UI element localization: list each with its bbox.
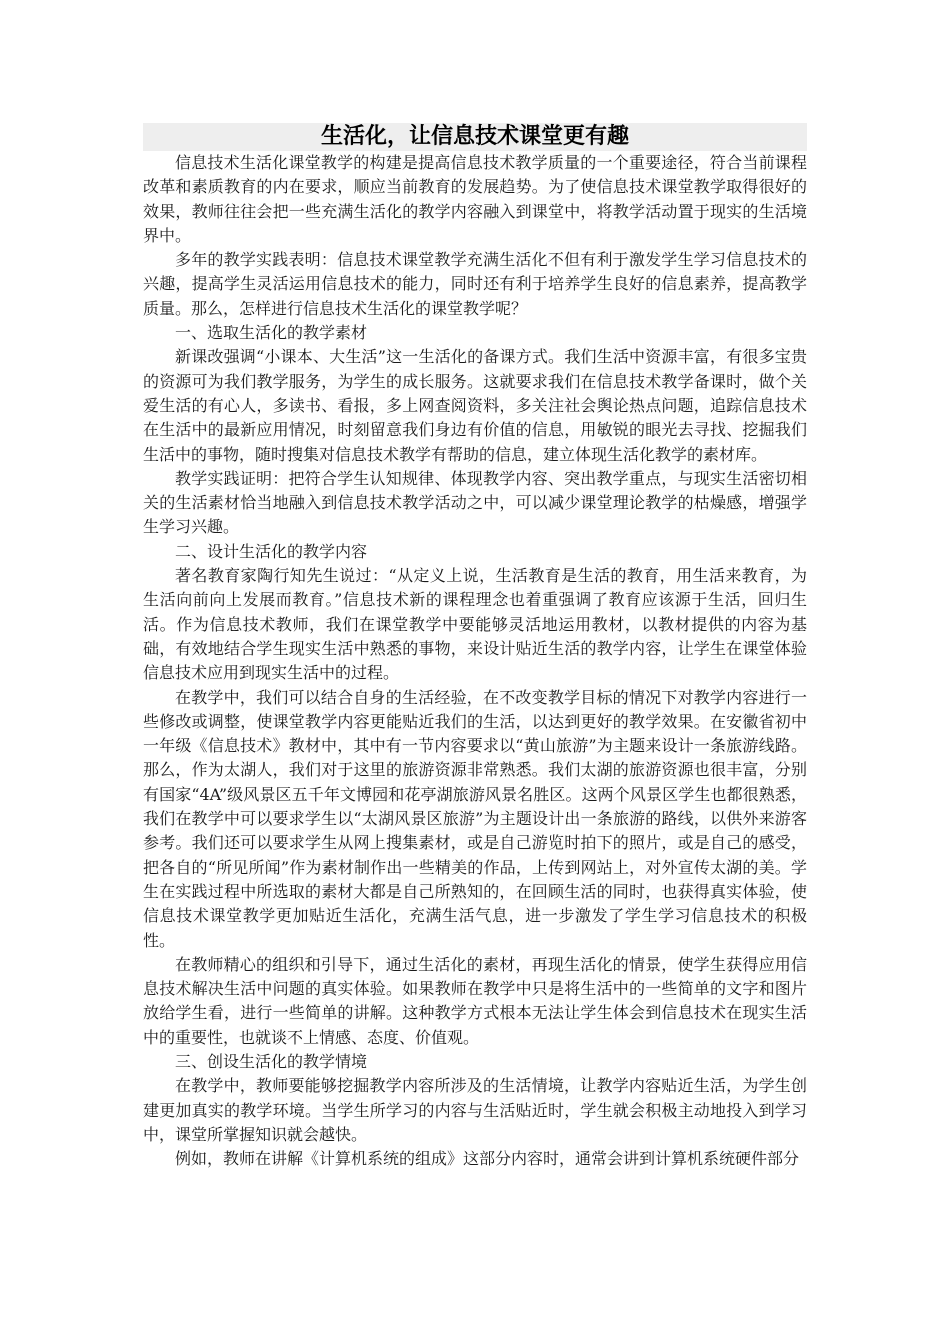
paragraph-section3-1: 在教学中，教师要能够挖掘教学内容所涉及的生活情境，让教学内容贴近生活，为学生创建更加真实的教学环境。当学生所学习的内容与生活贴近时，学生就会积极主动地投入到学习中，课堂所掌握知识就会越快。	[143, 1076, 807, 1144]
section-heading-2: 二、设计生活化的教学内容	[175, 541, 368, 561]
paragraph-section2-2: 在教学中，我们可以结合自身的生活经验，在不改变教学目标的情况下对教学内容进行一些修改或调整，使课堂教学内容更能贴近我们的生活，以达到更好的教学效果。在安徽省初中一年级《信息技术》教材中，其中有一节内容要求以“黄山旅游”为主题来设计一条旅游线路。那么，作为太湖人，我们对于这里的旅游资源非常熟悉。我们太湖的旅游资源也很丰富，分别有国家“4A”级风景区五千年文博园和花亭湖旅游风景名胜区。这两个风景区学生也都很熟悉，我们在教学中可以要求学生以“太湖风景区旅游”为主题设计出一条旅游的路线，以供外来游客参考。我们还可以要求学生从网上搜集素材，或是自己游览时拍下的照片，或是自己的感受，把各自的“所见所闻”作为素材制作出一些精美的作品，上传到网站上，对外宣传太湖的美。学生在实践过程中所选取的素材大都是自己所熟知的，在回顾生活的同时，也获得真实体验，使信息技术课堂教学更加贴近生活化，充满生活气息，进一步激发了学生学习信息技术的积极性。	[143, 687, 807, 950]
paragraph-section1-2: 教学实践证明：把符合学生认知规律、体现教学内容、突出教学重点，与现实生活密切相关的生活素材恰当地融入到信息技术教学活动之中，可以减少课堂理论教学的枯燥感，增强学生学习兴趣。	[143, 468, 807, 537]
document-title: 生活化，让信息技术课堂更有趣	[320, 123, 629, 149]
document-body	[143, 151, 807, 1171]
section-heading-3: 三、创设生活化的教学情境	[175, 1051, 368, 1071]
section-heading-1: 一、选取生活化的教学素材	[175, 323, 368, 343]
paragraph-intro-2: 多年的教学实践表明：信息技术课堂教学充满生活化不但有利于激发学生学习信息技术的兴趣，提高学生灵活运用信息技术的能力，同时还有利于培养学生良好的信息素养，提高教学质量。那么，怎样进行信息技术生活化的课堂教学呢？	[143, 250, 807, 318]
paragraph-section3-2: 例如，教师在讲解《计算机系统的组成》这部分内容时，通常会讲到计算机系统硬件部分	[175, 1149, 800, 1169]
paragraph-section2-1: 著名教育家陶行知先生说过：“从定义上说，生活教育是生活的教育，用生活来教育，为生活向前向上发展而教育。”信息技术新的课程理念也着重强调了教育应该源于生活，回归生活。作为信息技术教师，我们在课堂教学中要能够灵活地运用教材，以教材提供的内容为基础，有效地结合学生现实生活中熟悉的事物，来设计贴近生活的教学内容，让学生在课堂体验信息技术应用到现实生活中的过程。	[143, 566, 807, 683]
paragraph-section1-1: 新课改强调“小课本、大生活”这一生活化的备课方式。我们生活中资源丰富，有很多宝贵的资源可为我们教学服务，为学生的成长服务。这就要求我们在信息技术教学备课时，做个关爱生活的有心人，多读书、看报，多上网查阅资料，多关注社会舆论热点问题，追踪信息技术在生活中的最新应用情况，时刻留意我们身边有价值的信息，用敏锐的眼光去寻找、挖掘我们生活中的事物，随时搜集对信息技术教学有帮助的信息，建立体现生活化教学的素材库。	[143, 347, 807, 464]
paragraph-intro-1: 信息技术生活化课堂教学的构建是提高信息技术教学质量的一个重要途径，符合当前课程改革和素质教育的内在要求，顺应当前教育的发展趋势。为了使信息技术课堂教学取得很好的效果，教师往往会把一些充满生活化的教学内容融入到课堂中，将教学活动置于现实的生活境界中。	[143, 153, 807, 245]
paragraph-section2-3: 在教师精心的组织和引导下，通过生活化的素材，再现生活化的情景，使学生获得应用信息技术解决生活中问题的真实体验。如果教师在教学中只是将生活中的一些简单的文字和图片放给学生看，进行一些简单的讲解。这种教学方式根本无法让学生体会到信息技术在现实生活中的重要性，也就谈不上情感、态度、价值观。	[143, 954, 807, 1047]
